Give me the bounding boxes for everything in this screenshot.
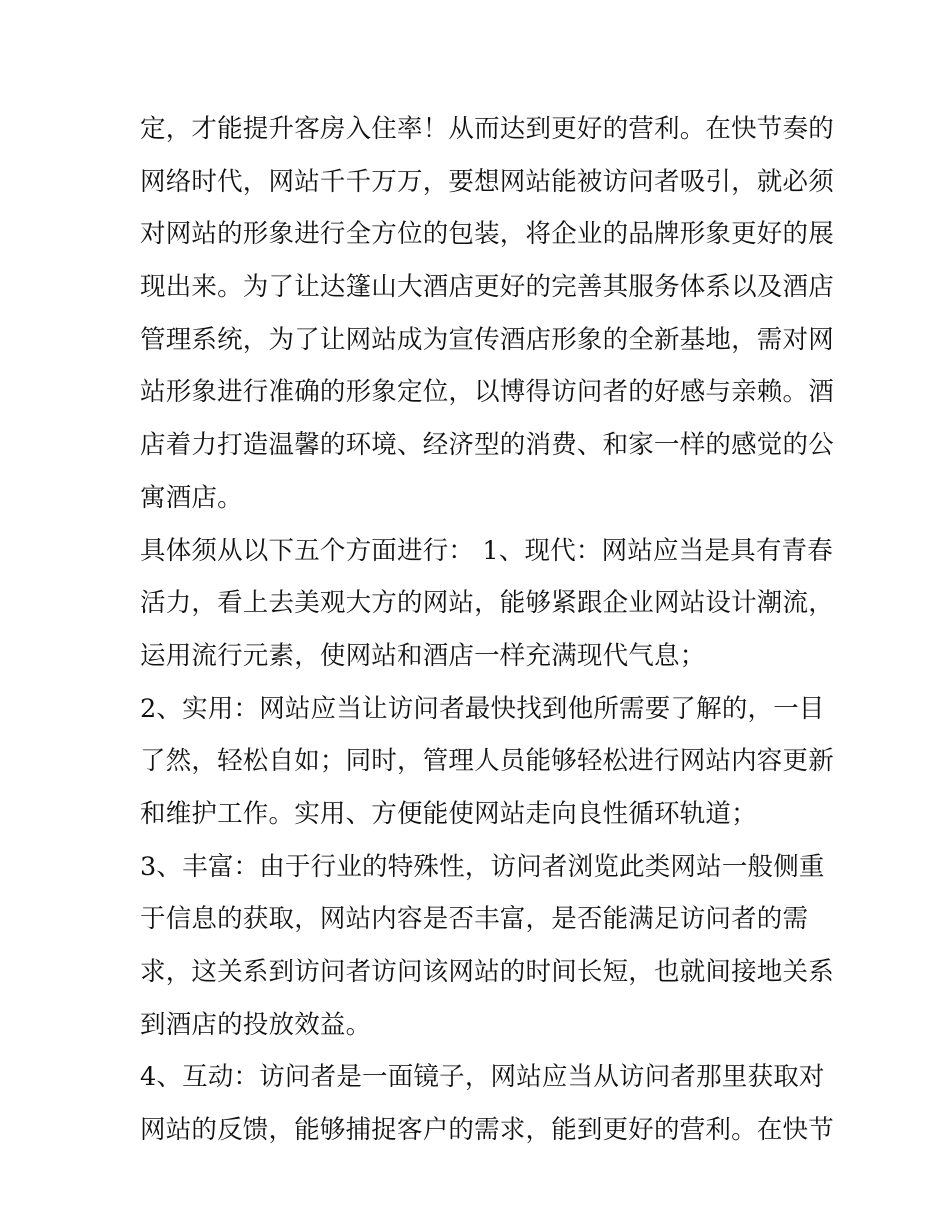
text-line: 店着力打造温馨的环境、经济型的消费、和家一样的感觉的公 — [140, 430, 834, 461]
text-line: 和维护工作。实用、方便能使网站走向良性循环轨道； — [140, 798, 757, 829]
text-line: 网站的反馈，能够捕捉客户的需求，能到更好的营利。在快节 — [140, 1115, 834, 1146]
text-line: 到酒店的投放效益。 — [140, 1009, 372, 1040]
text-line: 运用流行元素，使网站和酒店一样充满现代气息； — [140, 640, 706, 671]
text-line: 具体须从以下五个方面进行： 1、现代：网站应当是具有青春 — [140, 535, 833, 566]
text-line: 定，才能提升客房入住率！从而达到更好的营利。在快节奏的 — [140, 114, 834, 144]
body-text — [140, 103, 834, 1157]
text-line: 活力，看上去美观大方的网站，能够紧跟企业网站设计潮流， — [140, 588, 834, 619]
text-line: 网络时代，网站千千万万，要想网站能被访问者吸引，就必须 — [140, 166, 834, 197]
text-line: 4、互动：访问者是一面镜子，网站应当从访问者那里获取对 — [140, 1062, 825, 1093]
text-line: 站形象进行准确的形象定位，以博得访问者的好感与亲赖。酒 — [140, 377, 834, 408]
text-line: 寓酒店。 — [140, 482, 243, 513]
text-line: 求，这关系到访问者访问该网站的时间长短，也就间接地关系 — [140, 957, 834, 987]
text-line: 对网站的形象进行全方位的包装，将企业的品牌形象更好的展 — [140, 219, 834, 250]
text-line: 管理系统，为了让网站成为宣传酒店形象的全新基地，需对网 — [140, 324, 834, 355]
text-line: 3、丰富：由于行业的特殊性，访问者浏览此类网站一般侧重 — [140, 851, 825, 882]
text-line: 于信息的获取，网站内容是否丰富，是否能满足访问者的需 — [140, 904, 809, 935]
text-line: 现出来。为了让达篷山大酒店更好的完善其服务体系以及酒店 — [140, 272, 834, 303]
text-line: 了然，轻松自如；同时，管理人员能够轻松进行网站内容更新 — [140, 746, 834, 777]
text-line: 2、实用：网站应当让访问者最快找到他所需要了解的，一目 — [140, 693, 825, 724]
